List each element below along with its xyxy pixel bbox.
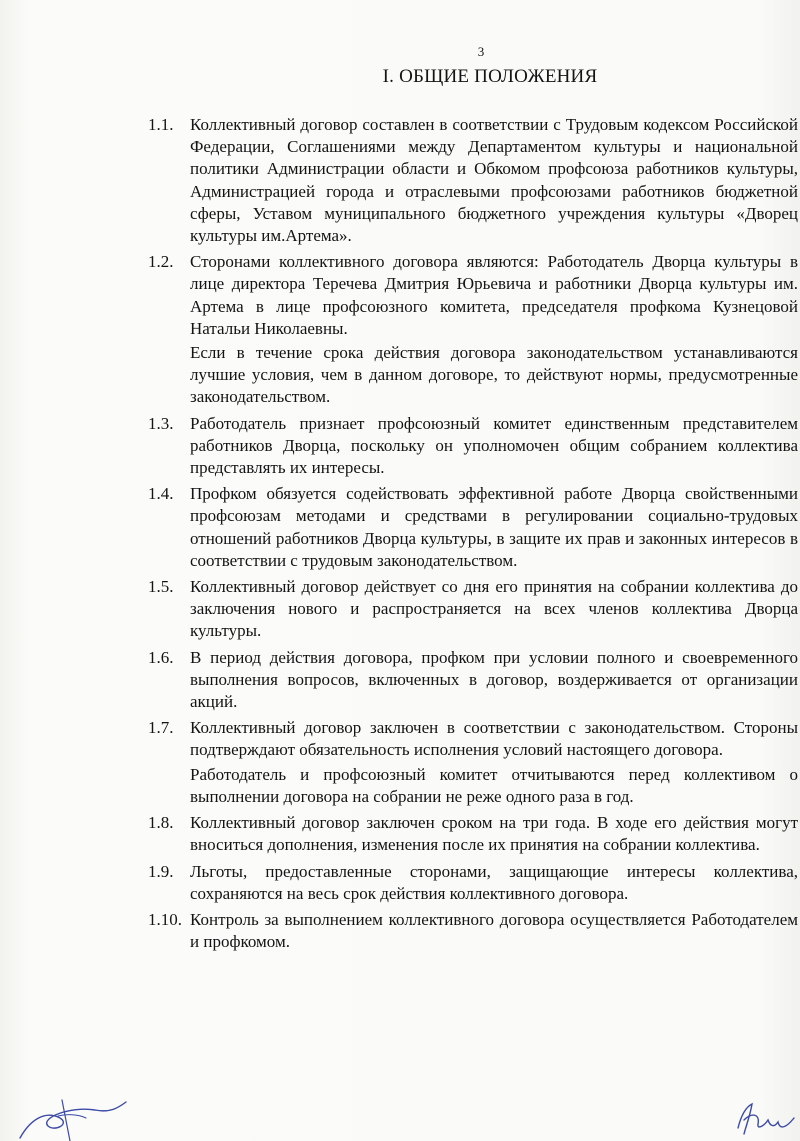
clause-number: 1.4. (148, 484, 174, 504)
clause-text: Работодатель признает профсоюзный комитет единственным представителем работников Дворца, поскольку он уполномочен общим собранием коллектива представлять их интересы. (190, 413, 798, 478)
signature-right-icon (730, 1090, 800, 1141)
clause-text: Контроль за выполнением коллективного договора осуществляется Работодателем и профкомом. (190, 909, 798, 952)
clause-number: 1.6. (148, 647, 174, 667)
page-number: 3 (477, 44, 485, 59)
clause-1-8 (148, 812, 798, 856)
clause-1-6 (148, 647, 798, 714)
clause-text: В период действия договора, профком при условии полного и своевременного выполнения вопросов, включенных в договор, воздерживается от организации акций. (190, 647, 798, 712)
clause-number: 1.5. (148, 577, 174, 597)
clause-1-9 (148, 861, 798, 905)
clause-text: Коллективный договор составлен в соответствии с Трудовым кодексом Российской Федерации, Соглашениями между Департаментом культуры и национальной политики Администрации области и Обкомом профсоюза работников культуры, Администрацией города и отраслевыми профсоюзами работников бюджетной сферы, Уставом муниципального бюджетного учреждения культуры «Дворец культуры им.Артема». (190, 115, 798, 246)
clause-number: 1.2. (148, 252, 174, 272)
clause-number: 1.7. (148, 718, 174, 738)
clause-text: Профком обязуется содействовать эффективной работе Дворца свойственными профсоюзам методами и средствами в регулировании социально-трудовых отношений работников Дворца культуры, в защите их прав и законных интересов в соответствии с трудовым законодательством. (190, 484, 798, 570)
clause-1-1 (148, 114, 798, 247)
clause-1-7 (148, 717, 798, 808)
clause-1-2 (148, 251, 798, 408)
clause-text: Льготы, предоставленные сторонами, защищающие интересы коллектива, сохраняются на весь срок действия коллективного договора. (190, 861, 798, 903)
clause-number: 1.1. (148, 115, 174, 134)
section-title: I. ОБЩИЕ ПОЛОЖЕНИЯ (382, 66, 598, 87)
signature-left-icon (0, 1080, 140, 1141)
clause-text: Работодатель и профсоюзный комитет отчитываются перед коллективом о выполнении договора на собрании не реже одного раза в год. (190, 764, 798, 806)
clause-number: 1.9. (148, 861, 174, 881)
clause-list (148, 114, 800, 957)
clause-1-5 (148, 576, 798, 643)
clause-1-3 (148, 413, 798, 480)
clause-text: Коллективный договор действует со дня его принятия на собрании коллектива до заключения нового и распространяется на всех членов коллектива Дворца культуры. (190, 577, 798, 641)
clause-text: Коллективный договор заключен сроком на три года. В ходе его действия могут вноситься дополнения, изменения после их принятия на собрании коллектива. (190, 813, 798, 855)
clause-text: Сторонами коллективного договора являются: Работодатель Дворца культуры в лице директора Теречева Дмитрия Юрьевича и работники Дворца культуры им. Артема в лице профсоюзного комитета, председателя профкома Кузнецовой Натальи Николаевны. (190, 252, 798, 338)
clause-number: 1.3. (148, 413, 174, 433)
clause-text: Коллективный договор заключен в соответствии с законодательством. Стороны подтверждают обязательность исполнения условий настоящего договора. (190, 718, 798, 760)
clause-1-4 (148, 483, 798, 572)
clause-text: Если в течение срока действия договора законодательством устанавливаются лучшие условия, чем в данном договоре, то действуют нормы, предусмотренные законодательством. (190, 343, 798, 407)
clause-1-10 (148, 909, 798, 953)
clause-number: 1.10. (148, 909, 182, 929)
clause-number: 1.8. (148, 813, 174, 833)
